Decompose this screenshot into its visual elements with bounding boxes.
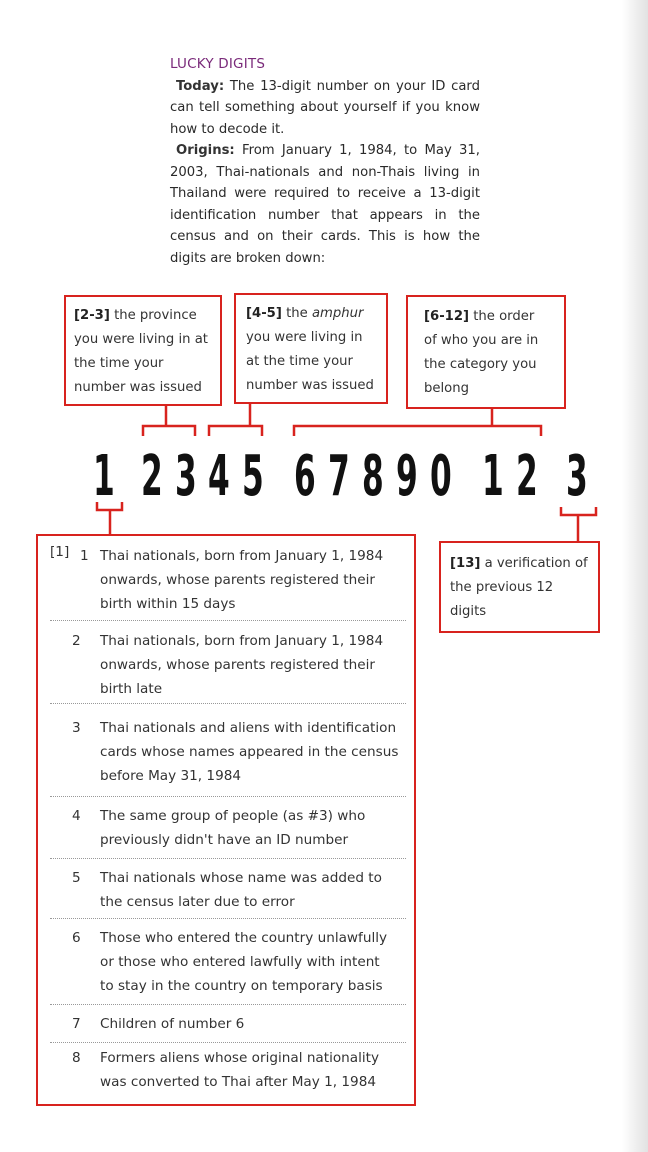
item-number: 3: [72, 720, 81, 736]
box-first-digit: [36, 534, 416, 1106]
digit-1: 1: [93, 444, 115, 509]
box-amphur-em: amphur: [311, 306, 364, 321]
list-item: [50, 1046, 406, 1098]
bracket-4-5: [209, 404, 262, 436]
item-text: [100, 1012, 244, 1036]
box-verification-line-3: digits: [450, 604, 487, 619]
item-line: The same group of people (as #3) who: [100, 808, 366, 824]
digit-7: 7: [328, 444, 350, 509]
today-label: Today:: [176, 78, 225, 94]
item-number: 5: [72, 870, 81, 886]
item-number: 6: [72, 930, 81, 946]
digit-11: 1: [482, 444, 504, 509]
list-item: [50, 866, 406, 919]
box-order-line-1: [424, 305, 564, 329]
digit-2: 2: [141, 444, 163, 509]
digit-3: 3: [175, 444, 197, 509]
item-line: Formers aliens whose original nationality: [100, 1050, 380, 1066]
box-order-line-2: of who you are in: [424, 333, 539, 348]
digit-8: 8: [362, 444, 384, 509]
digit-12: 2: [516, 444, 538, 509]
list-item: [50, 804, 406, 859]
item-line: or those who entered lawfully with intent: [100, 954, 380, 970]
box-amphur-line-4: number was issued: [246, 378, 374, 393]
item-line: Those who entered the country unlawfully: [100, 930, 388, 946]
box-amphur-line-1: [246, 302, 386, 326]
item-text: [100, 544, 383, 616]
box-verification-line-2: the previous 12: [450, 580, 554, 595]
box-amphur-pre: the: [286, 306, 308, 321]
box-province-line-2: you were living in at: [74, 332, 208, 347]
item-line: birth within 15 days: [100, 596, 236, 612]
id-number-display: [0, 437, 648, 517]
item-line: Thai nationals whose name was added to: [100, 870, 382, 886]
first-digit-code: [1]: [50, 544, 70, 560]
digit-9: 9: [396, 444, 418, 509]
intro-title: LUCKY DIGITS: [170, 56, 266, 72]
item-line: Thai nationals and aliens with identification: [100, 720, 397, 736]
digit-13: 3: [566, 444, 588, 509]
item-text: [100, 629, 383, 701]
digit-6: 6: [294, 444, 316, 509]
box-order-line-4: belong: [424, 381, 469, 396]
box-order-text: the order: [473, 309, 535, 324]
list-item: [50, 1012, 406, 1043]
box-province-line-3: the time your: [74, 356, 164, 371]
item-line: before May 31, 1984: [100, 768, 242, 784]
item-line: previously didn't have an ID number: [100, 832, 349, 848]
box-amphur-line-3: at the time your: [246, 354, 353, 369]
item-text: [100, 926, 387, 998]
item-line: Children of number 6: [100, 1016, 245, 1032]
item-line: to stay in the country on temporary basis: [100, 978, 383, 994]
box-order: [406, 295, 566, 409]
box-province-line-1: [74, 304, 220, 328]
today-text: The 13-digit number on your ID card can tell something about yourself if you know how to decode it.: [170, 78, 480, 137]
item-text: [100, 1046, 379, 1094]
digit-4: 4: [208, 444, 230, 509]
box-verification-text: a verification of: [484, 556, 588, 571]
box-verification: [439, 541, 600, 633]
item-line: was converted to Thai after May 1, 1984: [100, 1074, 377, 1090]
item-number: 2: [72, 633, 81, 649]
list-item: [50, 629, 406, 704]
item-number: 4: [72, 808, 81, 824]
item-line: the census later due to error: [100, 894, 295, 910]
digit-10: 0: [430, 444, 452, 509]
item-number: 7: [72, 1016, 81, 1032]
bracket-2-3: [143, 406, 195, 436]
item-line: Thai nationals, born from January 1, 1984: [100, 548, 384, 564]
box-amphur-code: [4-5]: [246, 306, 282, 321]
box-province-code: [2-3]: [74, 308, 110, 323]
box-order-line-3: the category you: [424, 357, 537, 372]
item-number: 1: [80, 548, 89, 564]
item-text: [100, 804, 365, 852]
item-line: Thai nationals, born from January 1, 1984: [100, 633, 384, 649]
origins-text: From January 1, 1984, to May 31, 2003, Thai-nationals and non-Thais living in Thailand were required to receive a 13-digit identification number that appears in the census and on their cards. This is how the digits are broken down:: [170, 143, 480, 266]
origins-label: Origins:: [176, 143, 235, 158]
item-line: onwards, whose parents registered their: [100, 657, 375, 673]
item-text: [100, 716, 398, 788]
box-province-line-4: number was issued: [74, 380, 202, 395]
list-item: [50, 716, 406, 797]
digit-5: 5: [242, 444, 264, 509]
item-line: cards whose names appeared in the census: [100, 744, 399, 760]
item-number: 8: [72, 1050, 81, 1066]
bracket-6-12: [294, 409, 541, 436]
list-item: [50, 544, 406, 621]
box-verification-code: [13]: [450, 556, 481, 571]
item-line: onwards, whose parents registered their: [100, 572, 375, 588]
item-line: birth late: [100, 681, 163, 697]
box-verification-line-1: [450, 552, 598, 576]
box-order-code: [6-12]: [424, 309, 470, 324]
box-amphur-line-2: you were living in: [246, 330, 363, 345]
box-province: [64, 295, 222, 406]
box-amphur: [234, 293, 388, 404]
item-text: [100, 866, 382, 914]
box-province-text: the province: [114, 308, 197, 323]
list-item: [50, 926, 406, 1005]
